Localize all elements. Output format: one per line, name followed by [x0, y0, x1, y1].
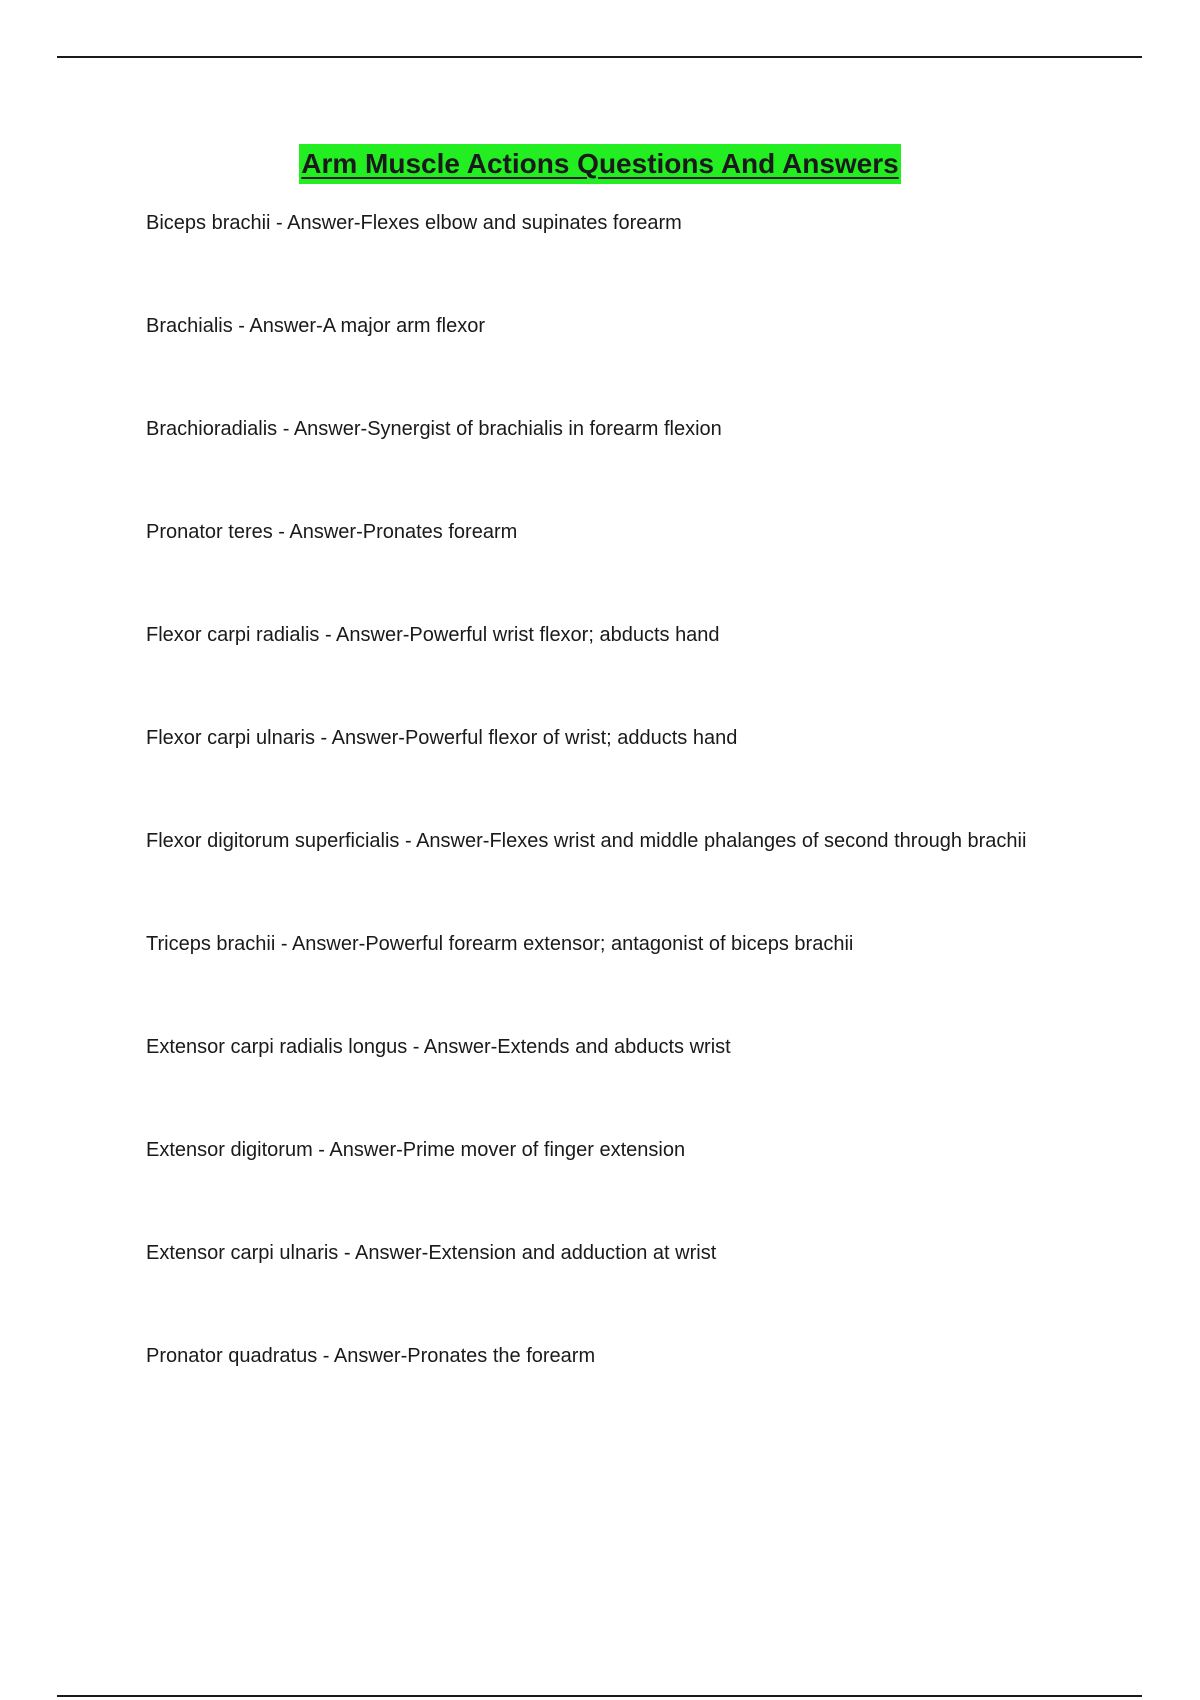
qa-item-triceps-brachii: Triceps brachii - Answer-Powerful forearm extensor; antagonist of biceps brachii [146, 933, 854, 955]
qa-item-flexor-carpi-radialis: Flexor carpi radialis - Answer-Powerful wrist flexor; abducts hand [146, 624, 720, 646]
footer-rule [57, 1695, 1142, 1697]
qa-item-flexor-digitorum-superficialis: Flexor digitorum superficialis - Answer-Flexes wrist and middle phalanges of second through brachii [146, 830, 1027, 852]
title-container [0, 144, 1200, 184]
qa-item-flexor-carpi-ulnaris: Flexor carpi ulnaris - Answer-Powerful flexor of wrist; adducts hand [146, 727, 738, 749]
qa-item-extensor-digitorum: Extensor digitorum - Answer-Prime mover of finger extension [146, 1139, 686, 1161]
qa-item-biceps-brachii: Biceps brachii - Answer-Flexes elbow and supinates forearm [146, 212, 682, 234]
qa-list [146, 208, 1146, 1444]
qa-item-extensor-carpi-ulnaris: Extensor carpi ulnaris - Answer-Extension and adduction at wrist [146, 1242, 717, 1264]
qa-item-extensor-carpi-radialis-longus: Extensor carpi radialis longus - Answer-Extends and abducts wrist [146, 1036, 731, 1058]
document-title: Arm Muscle Actions Questions And Answers [299, 144, 900, 184]
qa-item-pronator-teres: Pronator teres - Answer-Pronates forearm [146, 521, 518, 543]
qa-item-pronator-quadratus: Pronator quadratus - Answer-Pronates the forearm [146, 1345, 596, 1367]
qa-item-brachialis: Brachialis - Answer-A major arm flexor [146, 315, 485, 337]
header-rule [57, 56, 1142, 58]
qa-item-brachioradialis: Brachioradialis - Answer-Synergist of brachialis in forearm flexion [146, 418, 722, 440]
